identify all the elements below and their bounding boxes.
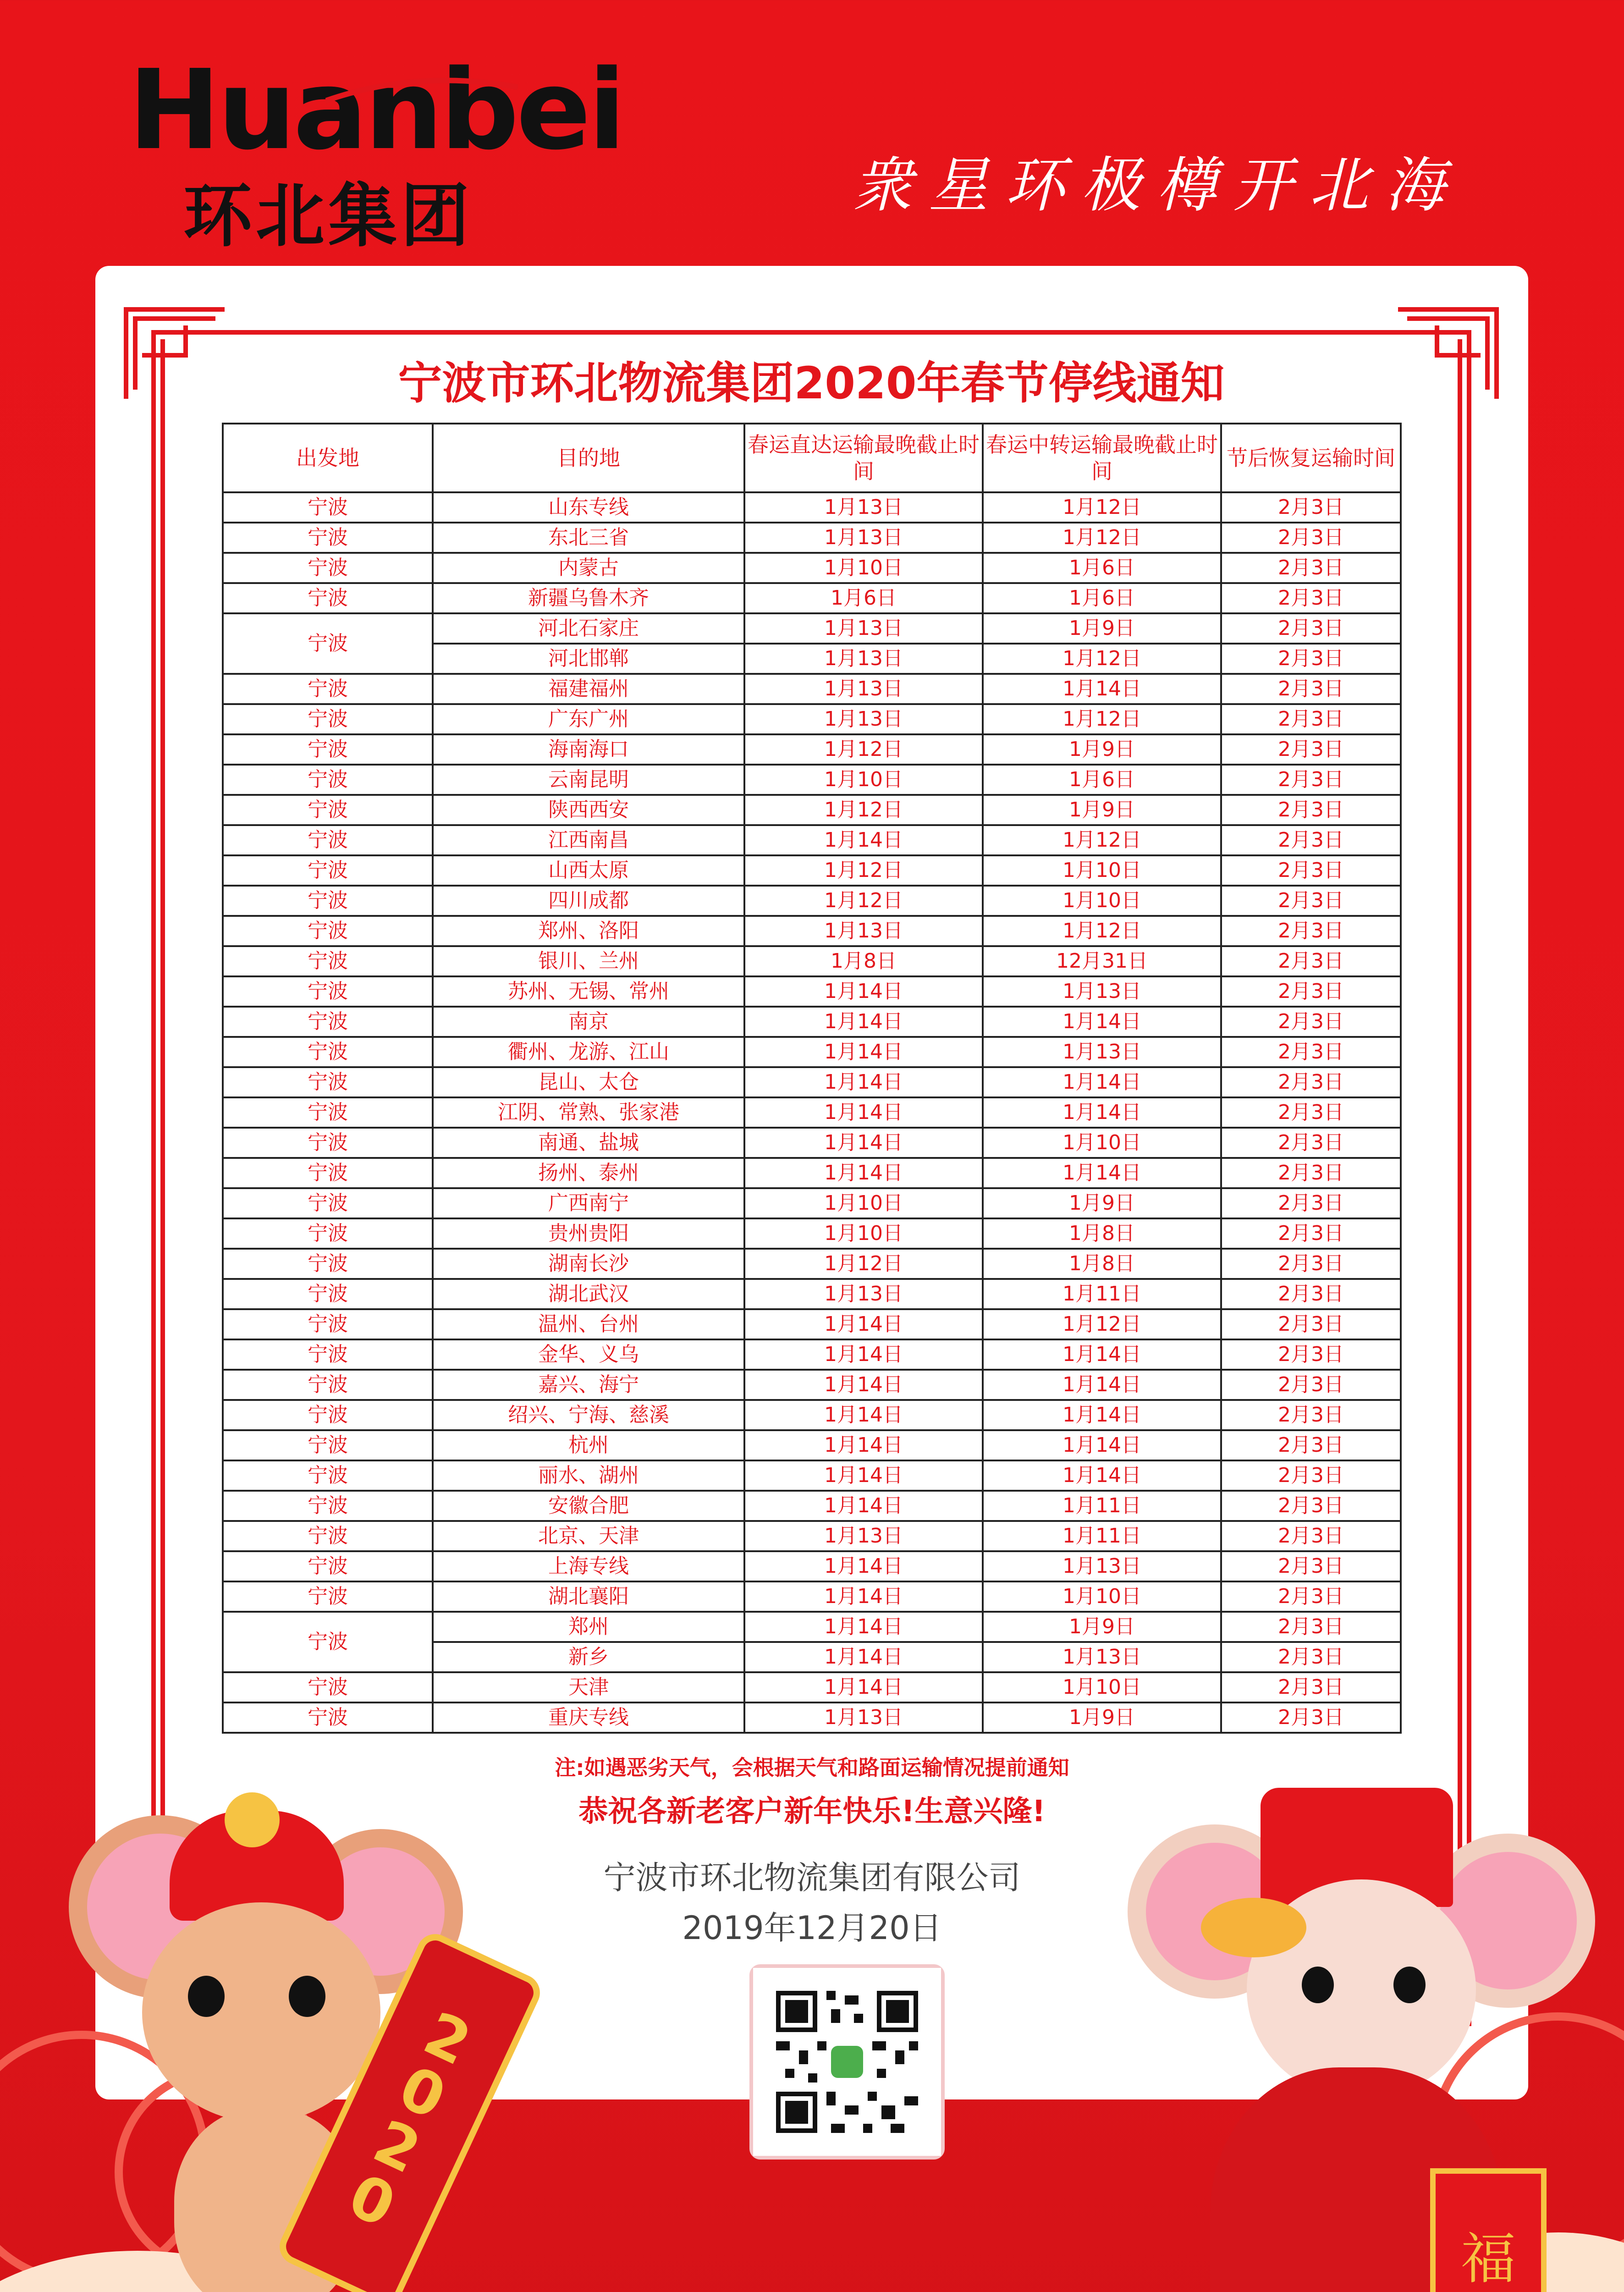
cell-origin: 宁波: [223, 492, 433, 523]
cell-direct-deadline: 1月13日: [744, 704, 983, 734]
cell-direct-deadline: 1月14日: [744, 1158, 983, 1188]
cell-transfer-deadline: 1月9日: [983, 795, 1221, 825]
cell-resume-date: 2月3日: [1221, 1491, 1401, 1521]
cell-transfer-deadline: 1月12日: [983, 1309, 1221, 1339]
cell-transfer-deadline: 1月9日: [983, 613, 1221, 644]
cell-resume-date: 2月3日: [1221, 553, 1401, 583]
table-row: [223, 765, 1401, 795]
cell-direct-deadline: 1月12日: [744, 795, 983, 825]
table-row: [223, 1612, 1401, 1642]
table-row: [223, 795, 1401, 825]
cell-origin: 宁波: [223, 1218, 433, 1249]
cell-origin: 宁波: [223, 855, 433, 886]
table-row: [223, 1702, 1401, 1733]
table-row: [223, 1007, 1401, 1037]
cell-resume-date: 2月3日: [1221, 1642, 1401, 1672]
cell-resume-date: 2月3日: [1221, 916, 1401, 946]
cell-resume-date: 2月3日: [1221, 855, 1401, 886]
cell-transfer-deadline: 1月13日: [983, 976, 1221, 1007]
cell-transfer-deadline: 1月9日: [983, 1702, 1221, 1733]
cell-direct-deadline: 1月13日: [744, 1279, 983, 1309]
table-row: [223, 1370, 1401, 1400]
table-row: [223, 704, 1401, 734]
cell-resume-date: 2月3日: [1221, 644, 1401, 674]
cell-destination: 安徽合肥: [433, 1491, 744, 1521]
cell-direct-deadline: 1月14日: [744, 1097, 983, 1128]
cell-transfer-deadline: 1月12日: [983, 825, 1221, 855]
cell-resume-date: 2月3日: [1221, 1309, 1401, 1339]
cell-destination: 东北三省: [433, 523, 744, 553]
cell-direct-deadline: 1月10日: [744, 1188, 983, 1218]
cell-resume-date: 2月3日: [1221, 1551, 1401, 1581]
header-transfer-deadline: 春运中转运输最晚截止时间: [983, 424, 1221, 492]
cell-origin: 宁波: [223, 1097, 433, 1128]
cell-origin: 宁波: [223, 613, 433, 674]
table-row: [223, 976, 1401, 1007]
cell-origin: 宁波: [223, 674, 433, 704]
cell-resume-date: 2月3日: [1221, 825, 1401, 855]
header-origin: 出发地: [223, 424, 433, 492]
cell-direct-deadline: 1月10日: [744, 1218, 983, 1249]
new-year-greeting: 恭祝各新老客户新年快乐!生意兴隆!: [578, 1795, 1046, 1829]
table-row: [223, 1249, 1401, 1279]
table-row: [223, 946, 1401, 976]
cell-direct-deadline: 1月14日: [744, 1067, 983, 1097]
cell-origin: 宁波: [223, 734, 433, 765]
cell-destination: 苏州、无锡、常州: [433, 976, 744, 1007]
cell-destination: 杭州: [433, 1430, 744, 1460]
cell-origin: 宁波: [223, 1551, 433, 1581]
mouse-mascot-right: [1128, 1769, 1586, 2292]
issue-date: 2019年12月20日: [682, 1909, 942, 1947]
cell-transfer-deadline: 1月12日: [983, 523, 1221, 553]
cell-direct-deadline: 1月14日: [744, 1460, 983, 1491]
cell-resume-date: 2月3日: [1221, 1218, 1401, 1249]
cell-direct-deadline: 1月14日: [744, 1128, 983, 1158]
mouse-mascot-left: [60, 1811, 564, 2292]
cell-resume-date: 2月3日: [1221, 1249, 1401, 1279]
table-row: [223, 1309, 1401, 1339]
cell-destination: 福建福州: [433, 674, 744, 704]
logo-swoosh-icon: [325, 73, 518, 105]
table-row: [223, 1067, 1401, 1097]
cell-resume-date: 2月3日: [1221, 1158, 1401, 1188]
cell-transfer-deadline: 1月10日: [983, 886, 1221, 916]
cell-direct-deadline: 1月14日: [744, 1672, 983, 1702]
cell-origin: 宁波: [223, 1128, 433, 1158]
cell-resume-date: 2月3日: [1221, 1037, 1401, 1067]
table-row: [223, 553, 1401, 583]
cell-direct-deadline: 1月14日: [744, 1370, 983, 1400]
cell-resume-date: 2月3日: [1221, 1128, 1401, 1158]
cell-destination: 丽水、湖州: [433, 1460, 744, 1491]
table-row: [223, 583, 1401, 613]
cell-resume-date: 2月3日: [1221, 734, 1401, 765]
table-row: [223, 1491, 1401, 1521]
cell-direct-deadline: 1月14日: [744, 976, 983, 1007]
cell-direct-deadline: 1月14日: [744, 1339, 983, 1370]
cell-destination: 温州、台州: [433, 1309, 744, 1339]
cell-destination: 湖南长沙: [433, 1249, 744, 1279]
cell-transfer-deadline: 1月13日: [983, 1037, 1221, 1067]
cell-direct-deadline: 1月8日: [744, 946, 983, 976]
header-direct-deadline: 春运直达运输最晚截止时间: [744, 424, 983, 492]
header-resume-date: 节后恢复运输时间: [1221, 424, 1401, 492]
cell-destination: 贵州贵阳: [433, 1218, 744, 1249]
cell-direct-deadline: 1月14日: [744, 1581, 983, 1612]
cell-resume-date: 2月3日: [1221, 1702, 1401, 1733]
company-logo: [128, 46, 623, 256]
cell-origin: 宁波: [223, 825, 433, 855]
cell-origin: 宁波: [223, 976, 433, 1007]
table-row: [223, 1672, 1401, 1702]
cell-origin: 宁波: [223, 1400, 433, 1430]
cell-direct-deadline: 1月12日: [744, 734, 983, 765]
cell-transfer-deadline: 1月14日: [983, 1007, 1221, 1037]
cell-resume-date: 2月3日: [1221, 795, 1401, 825]
cell-destination: 昆山、太仓: [433, 1067, 744, 1097]
cell-origin: 宁波: [223, 765, 433, 795]
slogan: 衆星环极樽开北海: [853, 150, 1462, 220]
cell-destination: 江西南昌: [433, 825, 744, 855]
cell-origin: 宁波: [223, 1339, 433, 1370]
table-row: [223, 1188, 1401, 1218]
cell-destination: 内蒙古: [433, 553, 744, 583]
table-body: [223, 492, 1401, 1733]
table-row: [223, 523, 1401, 553]
cell-origin: 宁波: [223, 1037, 433, 1067]
cell-destination: 金华、义乌: [433, 1339, 744, 1370]
table-row: [223, 1339, 1401, 1370]
cell-direct-deadline: 1月10日: [744, 765, 983, 795]
cell-resume-date: 2月3日: [1221, 613, 1401, 644]
cell-destination: 云南昆明: [433, 765, 744, 795]
cell-origin: 宁波: [223, 795, 433, 825]
table-row: [223, 1400, 1401, 1430]
table-row: [223, 1279, 1401, 1309]
table-row: [223, 1521, 1401, 1551]
cell-origin: 宁波: [223, 946, 433, 976]
cell-direct-deadline: 1月14日: [744, 1430, 983, 1460]
cell-destination: 河北石家庄: [433, 613, 744, 644]
cell-destination: 衢州、龙游、江山: [433, 1037, 744, 1067]
cell-destination: 嘉兴、海宁: [433, 1370, 744, 1400]
cell-resume-date: 2月3日: [1221, 765, 1401, 795]
cell-direct-deadline: 1月14日: [744, 1007, 983, 1037]
cell-origin: 宁波: [223, 1612, 433, 1672]
cell-destination: 海南海口: [433, 734, 744, 765]
cell-direct-deadline: 1月14日: [744, 825, 983, 855]
cell-origin: 宁波: [223, 1188, 433, 1218]
cell-transfer-deadline: 1月9日: [983, 734, 1221, 765]
cell-destination: 上海专线: [433, 1551, 744, 1581]
table-row: [223, 1430, 1401, 1460]
cell-resume-date: 2月3日: [1221, 886, 1401, 916]
cell-origin: 宁波: [223, 1158, 433, 1188]
cell-resume-date: 2月3日: [1221, 674, 1401, 704]
weather-note: 注:如遇恶劣天气，会根据天气和路面运输情况提前通知: [555, 1755, 1069, 1780]
cell-destination: 银川、兰州: [433, 946, 744, 976]
cell-direct-deadline: 1月13日: [744, 674, 983, 704]
cell-destination: 湖北襄阳: [433, 1581, 744, 1612]
cell-transfer-deadline: 1月11日: [983, 1491, 1221, 1521]
cell-direct-deadline: 1月13日: [744, 644, 983, 674]
table-row: [223, 734, 1401, 765]
cell-transfer-deadline: 1月11日: [983, 1521, 1221, 1551]
cell-origin: 宁波: [223, 1249, 433, 1279]
cell-resume-date: 2月3日: [1221, 976, 1401, 1007]
table-row: [223, 492, 1401, 523]
cell-destination: 绍兴、宁海、慈溪: [433, 1400, 744, 1430]
cell-direct-deadline: 1月14日: [744, 1491, 983, 1521]
cell-direct-deadline: 1月13日: [744, 916, 983, 946]
table-row: [223, 825, 1401, 855]
cell-transfer-deadline: 1月14日: [983, 1460, 1221, 1491]
fu-text: 福: [1461, 2227, 1516, 2291]
cell-origin: 宁波: [223, 1370, 433, 1400]
cell-transfer-deadline: 1月14日: [983, 674, 1221, 704]
cell-destination: 天津: [433, 1672, 744, 1702]
cell-resume-date: 2月3日: [1221, 1612, 1401, 1642]
cell-resume-date: 2月3日: [1221, 1279, 1401, 1309]
cell-origin: 宁波: [223, 1581, 433, 1612]
cell-origin: 宁波: [223, 1007, 433, 1037]
cell-direct-deadline: 1月13日: [744, 492, 983, 523]
table-row: [223, 1158, 1401, 1188]
cell-origin: 宁波: [223, 553, 433, 583]
logo-chinese-name: 环北集团: [183, 176, 473, 256]
cell-resume-date: 2月3日: [1221, 1581, 1401, 1612]
cell-resume-date: 2月3日: [1221, 1370, 1401, 1400]
cell-transfer-deadline: 1月12日: [983, 916, 1221, 946]
cell-transfer-deadline: 1月13日: [983, 1642, 1221, 1672]
cell-destination: 山西太原: [433, 855, 744, 886]
cell-resume-date: 2月3日: [1221, 1067, 1401, 1097]
cell-destination: 广东广州: [433, 704, 744, 734]
cell-destination: 北京、天津: [433, 1521, 744, 1551]
cell-destination: 扬州、泰州: [433, 1158, 744, 1188]
cell-transfer-deadline: 1月10日: [983, 1672, 1221, 1702]
cell-destination: 山东专线: [433, 492, 744, 523]
cell-origin: 宁波: [223, 704, 433, 734]
cell-destination: 广西南宁: [433, 1188, 744, 1218]
cell-origin: 宁波: [223, 886, 433, 916]
cell-transfer-deadline: 1月11日: [983, 1279, 1221, 1309]
cell-resume-date: 2月3日: [1221, 1521, 1401, 1551]
table-row: [223, 613, 1401, 644]
logo-wordmark: Huanbei: [128, 46, 623, 174]
cell-transfer-deadline: 1月12日: [983, 492, 1221, 523]
cell-transfer-deadline: 1月9日: [983, 1188, 1221, 1218]
cell-destination: 江阴、常熟、张家港: [433, 1097, 744, 1128]
cell-transfer-deadline: 1月14日: [983, 1430, 1221, 1460]
cell-transfer-deadline: 1月14日: [983, 1339, 1221, 1370]
table-row: [223, 1128, 1401, 1158]
cell-resume-date: 2月3日: [1221, 946, 1401, 976]
table-row: [223, 886, 1401, 916]
cell-direct-deadline: 1月10日: [744, 553, 983, 583]
cell-direct-deadline: 1月12日: [744, 886, 983, 916]
cell-resume-date: 2月3日: [1221, 523, 1401, 553]
cell-direct-deadline: 1月13日: [744, 613, 983, 644]
cell-transfer-deadline: 1月9日: [983, 1612, 1221, 1642]
cell-direct-deadline: 1月12日: [744, 1249, 983, 1279]
cell-destination: 重庆专线: [433, 1702, 744, 1733]
cell-resume-date: 2月3日: [1221, 704, 1401, 734]
cell-direct-deadline: 1月14日: [744, 1642, 983, 1672]
fu-banner: [1430, 2168, 1547, 2292]
cell-transfer-deadline: 1月6日: [983, 765, 1221, 795]
cell-destination: 新乡: [433, 1642, 744, 1672]
cell-transfer-deadline: 1月10日: [983, 1128, 1221, 1158]
cell-direct-deadline: 1月13日: [744, 1702, 983, 1733]
cell-transfer-deadline: 1月13日: [983, 1551, 1221, 1581]
cell-destination: 四川成都: [433, 886, 744, 916]
cell-origin: 宁波: [223, 583, 433, 613]
table-row: [223, 1037, 1401, 1067]
cell-direct-deadline: 1月14日: [744, 1400, 983, 1430]
cell-direct-deadline: 1月14日: [744, 1037, 983, 1067]
cell-direct-deadline: 1月13日: [744, 1521, 983, 1551]
cell-direct-deadline: 1月6日: [744, 583, 983, 613]
cell-destination: 南通、盐城: [433, 1128, 744, 1158]
cell-resume-date: 2月3日: [1221, 492, 1401, 523]
table-row: [223, 1460, 1401, 1491]
cell-transfer-deadline: 1月8日: [983, 1218, 1221, 1249]
table-row: [223, 855, 1401, 886]
table-row: [223, 674, 1401, 704]
cell-destination: 河北邯郸: [433, 644, 744, 674]
cell-transfer-deadline: 1月6日: [983, 583, 1221, 613]
cell-direct-deadline: 1月14日: [744, 1551, 983, 1581]
company-name: 宁波市环北物流集团有限公司: [603, 1859, 1021, 1896]
cell-destination: 郑州: [433, 1612, 744, 1642]
cell-resume-date: 2月3日: [1221, 1339, 1401, 1370]
cell-transfer-deadline: 1月14日: [983, 1158, 1221, 1188]
cell-direct-deadline: 1月14日: [744, 1612, 983, 1642]
cell-destination: 陕西西安: [433, 795, 744, 825]
cell-transfer-deadline: 1月14日: [983, 1370, 1221, 1400]
cell-direct-deadline: 1月13日: [744, 523, 983, 553]
cell-origin: 宁波: [223, 1430, 433, 1460]
cell-transfer-deadline: 1月6日: [983, 553, 1221, 583]
cell-resume-date: 2月3日: [1221, 1430, 1401, 1460]
schedule-table: [222, 423, 1400, 1734]
cell-origin: 宁波: [223, 1491, 433, 1521]
cell-origin: 宁波: [223, 1672, 433, 1702]
cell-resume-date: 2月3日: [1221, 1460, 1401, 1491]
cell-transfer-deadline: 1月14日: [983, 1067, 1221, 1097]
cell-origin: 宁波: [223, 1702, 433, 1733]
notice-title: 宁波市环北物流集团2020年春节停线通知: [398, 358, 1225, 409]
cell-transfer-deadline: 1月8日: [983, 1249, 1221, 1279]
cell-resume-date: 2月3日: [1221, 1400, 1401, 1430]
cell-transfer-deadline: 1月10日: [983, 855, 1221, 886]
table-row: [223, 1581, 1401, 1612]
cell-transfer-deadline: 1月14日: [983, 1400, 1221, 1430]
cell-destination: 湖北武汉: [433, 1279, 744, 1309]
cell-origin: 宁波: [223, 1521, 433, 1551]
cell-transfer-deadline: 1月14日: [983, 1097, 1221, 1128]
cell-origin: 宁波: [223, 1067, 433, 1097]
cell-resume-date: 2月3日: [1221, 1188, 1401, 1218]
cell-transfer-deadline: 1月10日: [983, 1581, 1221, 1612]
cell-origin: 宁波: [223, 1309, 433, 1339]
cell-transfer-deadline: 1月12日: [983, 704, 1221, 734]
cell-resume-date: 2月3日: [1221, 1007, 1401, 1037]
cell-destination: 新疆乌鲁木齐: [433, 583, 744, 613]
cell-origin: 宁波: [223, 1460, 433, 1491]
table-row: [223, 1097, 1401, 1128]
scroll-text: 2020: [338, 1998, 481, 2241]
cell-direct-deadline: 1月12日: [744, 855, 983, 886]
table-row: [223, 1218, 1401, 1249]
cell-origin: 宁波: [223, 916, 433, 946]
cell-resume-date: 2月3日: [1221, 1672, 1401, 1702]
table-row: [223, 916, 1401, 946]
cell-resume-date: 2月3日: [1221, 583, 1401, 613]
cell-transfer-deadline: 12月31日: [983, 946, 1221, 976]
cell-origin: 宁波: [223, 1279, 433, 1309]
cell-origin: 宁波: [223, 523, 433, 553]
cell-resume-date: 2月3日: [1221, 1097, 1401, 1128]
cell-transfer-deadline: 1月12日: [983, 644, 1221, 674]
cell-direct-deadline: 1月14日: [744, 1309, 983, 1339]
cell-destination: 郑州、洛阳: [433, 916, 744, 946]
table-header-row: [223, 424, 1401, 492]
cell-destination: 南京: [433, 1007, 744, 1037]
table-row: [223, 1551, 1401, 1581]
header-destination: 目的地: [433, 424, 744, 492]
